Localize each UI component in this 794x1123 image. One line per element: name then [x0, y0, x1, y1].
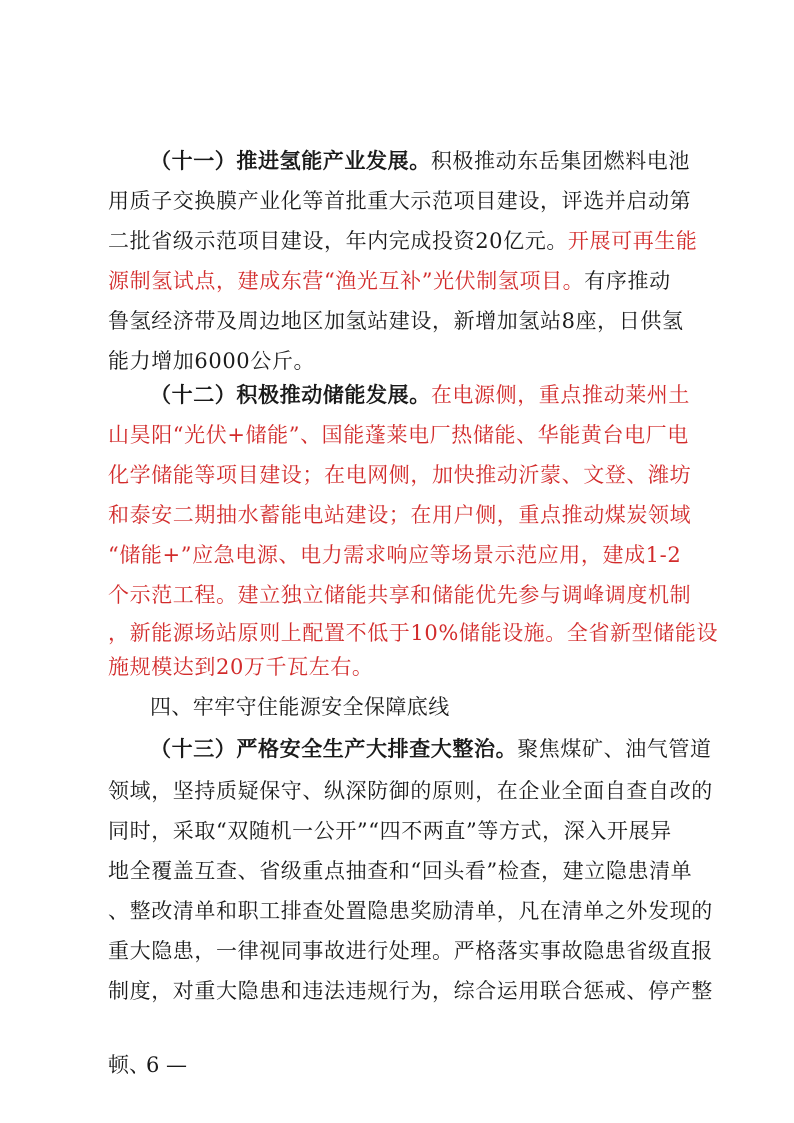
p13-line-1-rest: 聚焦煤矿、油气管道 [517, 737, 712, 761]
p12-line-5: “储能+”应急电源、电力需求响应等场景示范应用，建成1-2 [108, 543, 682, 567]
p11-line-1-rest: 积极推动东岳集团燃料电池 [430, 149, 691, 173]
p13-line-6: 重大隐患，一律视同事故进行处理。严格落实事故隐患省级直报 [108, 939, 713, 963]
section-4-heading: 四、牢牢守住能源安全保障底线 [150, 695, 450, 719]
p12-line-4: 和泰安二期抽水蓄能电站建设；在用户侧，重点推动煤炭领域 [108, 503, 692, 527]
p13-line-4: 地全覆盖互查、省级重点抽查和“回头看”检查，建立隐患清单 [108, 859, 693, 883]
p11-line-5: 鲁氢经济带及周边地区加氢站建设，新增加氢站8座，日供氢 [108, 309, 684, 333]
p13-line-8: 顿、 [108, 1053, 150, 1077]
p11-line-3-red: 开展可再生能 [567, 229, 698, 253]
p11-line-4-rest: 有序推动 [584, 269, 671, 293]
p12-line-2: 山昊阳“光伏+储能”、国能蓬莱电厂热储能、华能黄台电厂电 [108, 423, 689, 447]
p11-line-3-text: 二批省级示范项目建设，年内完成投资20亿元。 [108, 229, 568, 253]
p13-line-1 [150, 734, 712, 764]
p12-line-6: 个示范工程。建立独立储能共享和储能优先参与调峰调度机制 [108, 583, 692, 607]
p11-line-6: 能力增加6000公斤。 [108, 349, 316, 373]
p12-title: （十二）积极推动储能发展。 [150, 382, 431, 407]
page-number: 6 — [146, 1053, 188, 1077]
p11-title: （十一）推进氢能产业发展。 [150, 148, 431, 173]
p13-line-7: 制度，对重大隐患和违法违规行为，综合运用联合惩戒、停产整 [108, 979, 713, 1003]
page-footer [108, 1050, 187, 1080]
p12-line-7: ，新能源场站原则上配置不低于10%储能设施。全省新型储能设 [108, 621, 719, 645]
p11-line-4-red: 源制氢试点，建成东营“渔光互补”光伏制氢项目。 [108, 269, 585, 293]
p13-line-5: 、整改清单和职工排查处置隐患奖励清单，凡在清单之外发现的 [108, 899, 713, 923]
p13-line-2: 领域，坚持质疑保守、纵深防御的原则，在企业全面自查自改的 [108, 779, 713, 803]
p12-line-8: 施规模达到20万千瓦左右。 [108, 655, 374, 679]
p12-line-3: 化学储能等项目建设；在电网侧，加快推动沂蒙、文登、潍坊 [108, 463, 692, 487]
p13-line-3: 同时，采取“双随机一公开”“四不两直”等方式，深入开展异 [108, 819, 672, 843]
p11-line-2: 用质子交换膜产业化等首批重大示范项目建设，评选并启动第 [108, 189, 692, 213]
p12-line-1-red: 在电源侧，重点推动莱州土 [430, 383, 691, 407]
p13-title: （十三）严格安全生产大排查大整治。 [150, 736, 518, 761]
